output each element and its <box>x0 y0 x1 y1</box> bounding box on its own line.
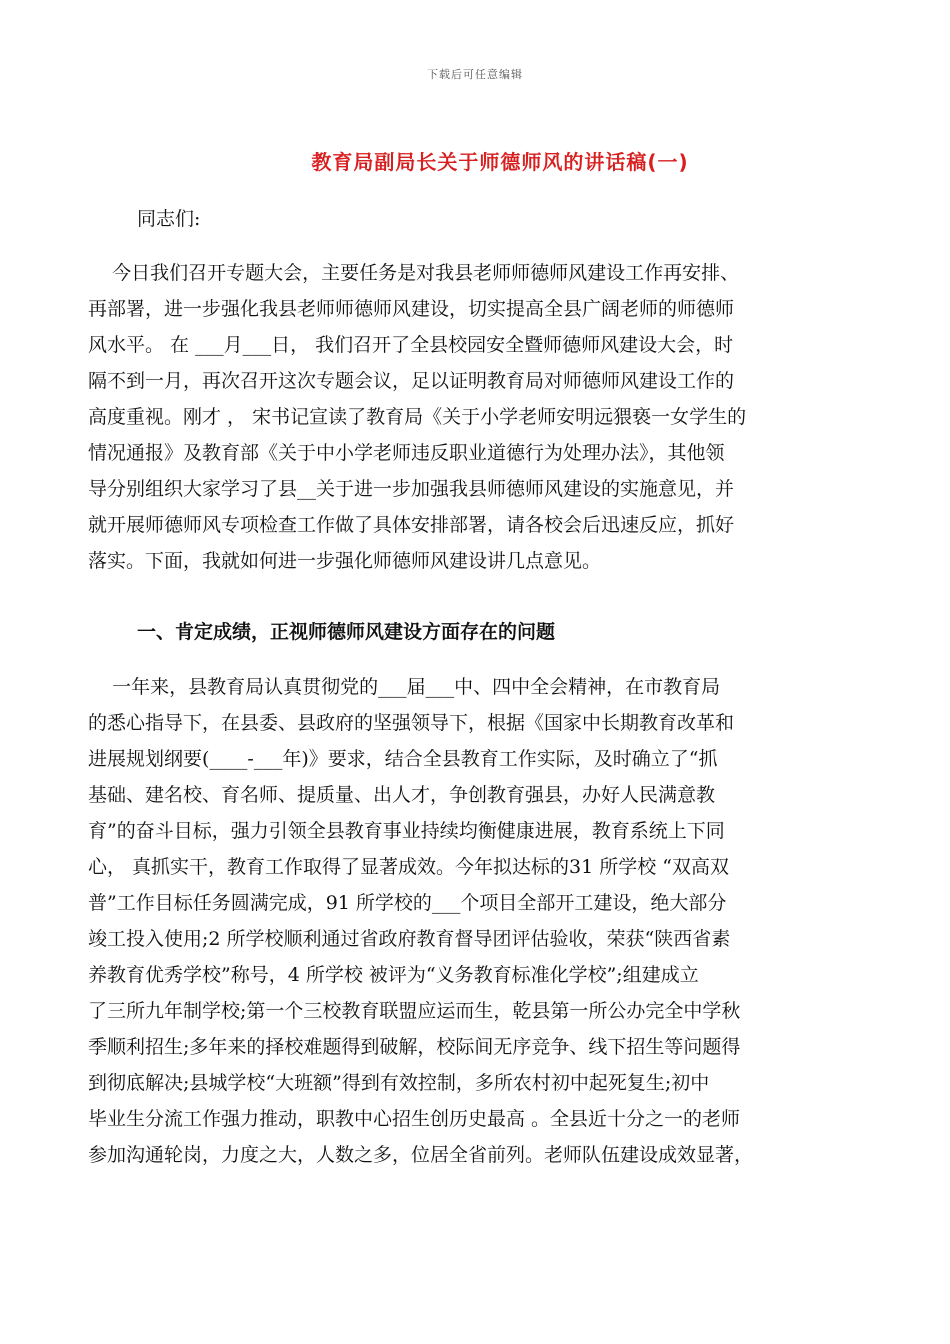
paragraph-line: 进展规划纲要(____-___年)》要求，结合全县教育工作实际，及时确立了“抓 <box>88 748 718 770</box>
paragraph-line: 情况通报》及教育部《关于中小学老师违反职业道德行为处理办法》，其他领 <box>88 442 725 464</box>
paragraph-line: 隔不到一月，再次召开这次专题会议，足以证明教育局对师德师风建设工作的 <box>88 370 735 392</box>
paragraph-line: 毕业生分流工作强力推动，职教中心招生创历史最高 。全县近十分之一的老师 <box>88 1108 741 1130</box>
paragraph-line: 了三所九年制学校;第一个三校教育联盟应运而生，乾县第一所公办完全中学秋 <box>88 1000 741 1022</box>
paragraph-line: 一年来，县教育局认真贯彻党的___届___中、四中全会精神，在市教育局 <box>88 676 721 698</box>
paragraph-line: 竣工投入使用;2 所学校顺利通过省政府教育督导团评估验收，荣获“陕西省素 <box>88 928 731 950</box>
paragraph-line: 心， 真抓实干，教育工作取得了显著成效。今年拟达标的31 所学校 “双高双 <box>88 856 730 878</box>
paragraph-line: 就开展师德师风专项检查工作做了具体安排部署，请各校会后迅速反应，抓好 <box>88 514 735 536</box>
paragraph-line: 普”工作目标任务圆满完成，91 所学校的___个项目全部开工建设，绝大部分 <box>88 892 727 914</box>
paragraph-line: 育”的奋斗目标，强力引领全县教育事业持续均衡健康进展，教育系统上下同 <box>88 820 725 842</box>
paragraph-line: 季顺利招生;多年来的择校难题得到破解，校际间无序竞争、线下招生等问题得 <box>88 1036 741 1058</box>
paragraph-line: 到彻底解决;县城学校“大班额”得到有效控制，多所农村初中起死复生;初中 <box>88 1072 710 1094</box>
paragraph-line: 导分别组织大家学习了县__关于进一步加强我县师德师风建设的实施意见，并 <box>88 478 735 500</box>
paragraph-line: 高度重视。刚才 ， 宋书记宣读了教育局《关于小学老师安明远猥亵一女学生的 <box>88 406 747 428</box>
paragraph-line: 参加沟通轮岗，力度之大，人数之多，位居全省前列。老师队伍建设成效显著， <box>88 1144 754 1166</box>
salutation: 同志们: <box>137 208 201 230</box>
paragraph-line: 落实。下面，我就如何进一步强化师德师风建设讲几点意见。 <box>88 550 602 572</box>
paragraph-line: 风水平。 在 ___月___日， 我们召开了全县校园安全暨师德师风建设大会，时 <box>88 334 734 356</box>
header-note: 下载后可任意编辑 <box>427 68 523 81</box>
document-title: 教育局副局长关于师德师风的讲话稿(一) <box>311 150 689 174</box>
paragraph-line: 今日我们召开专题大会，主要任务是对我县老师师德师风建设工作再安排、 <box>88 262 740 284</box>
paragraph-line: 基础、建名校、育名师、提质量、出人才，争创教育强县，办好人民满意教 <box>88 784 716 806</box>
section-heading: 一、肯定成绩，正视师德师风建设方面存在的问题 <box>137 621 556 643</box>
paragraph-line: 的悉心指导下，在县委、县政府的坚强领导下，根据《国家中长期教育改革和 <box>88 712 735 734</box>
paragraph-line: 再部署，进一步强化我县老师师德师风建设，切实提高全县广阔老师的师德师 <box>88 298 735 320</box>
paragraph-line: 养教育优秀学校”称号，4 所学校 被评为“义务教育标准化学校”;组建成立 <box>88 964 699 986</box>
